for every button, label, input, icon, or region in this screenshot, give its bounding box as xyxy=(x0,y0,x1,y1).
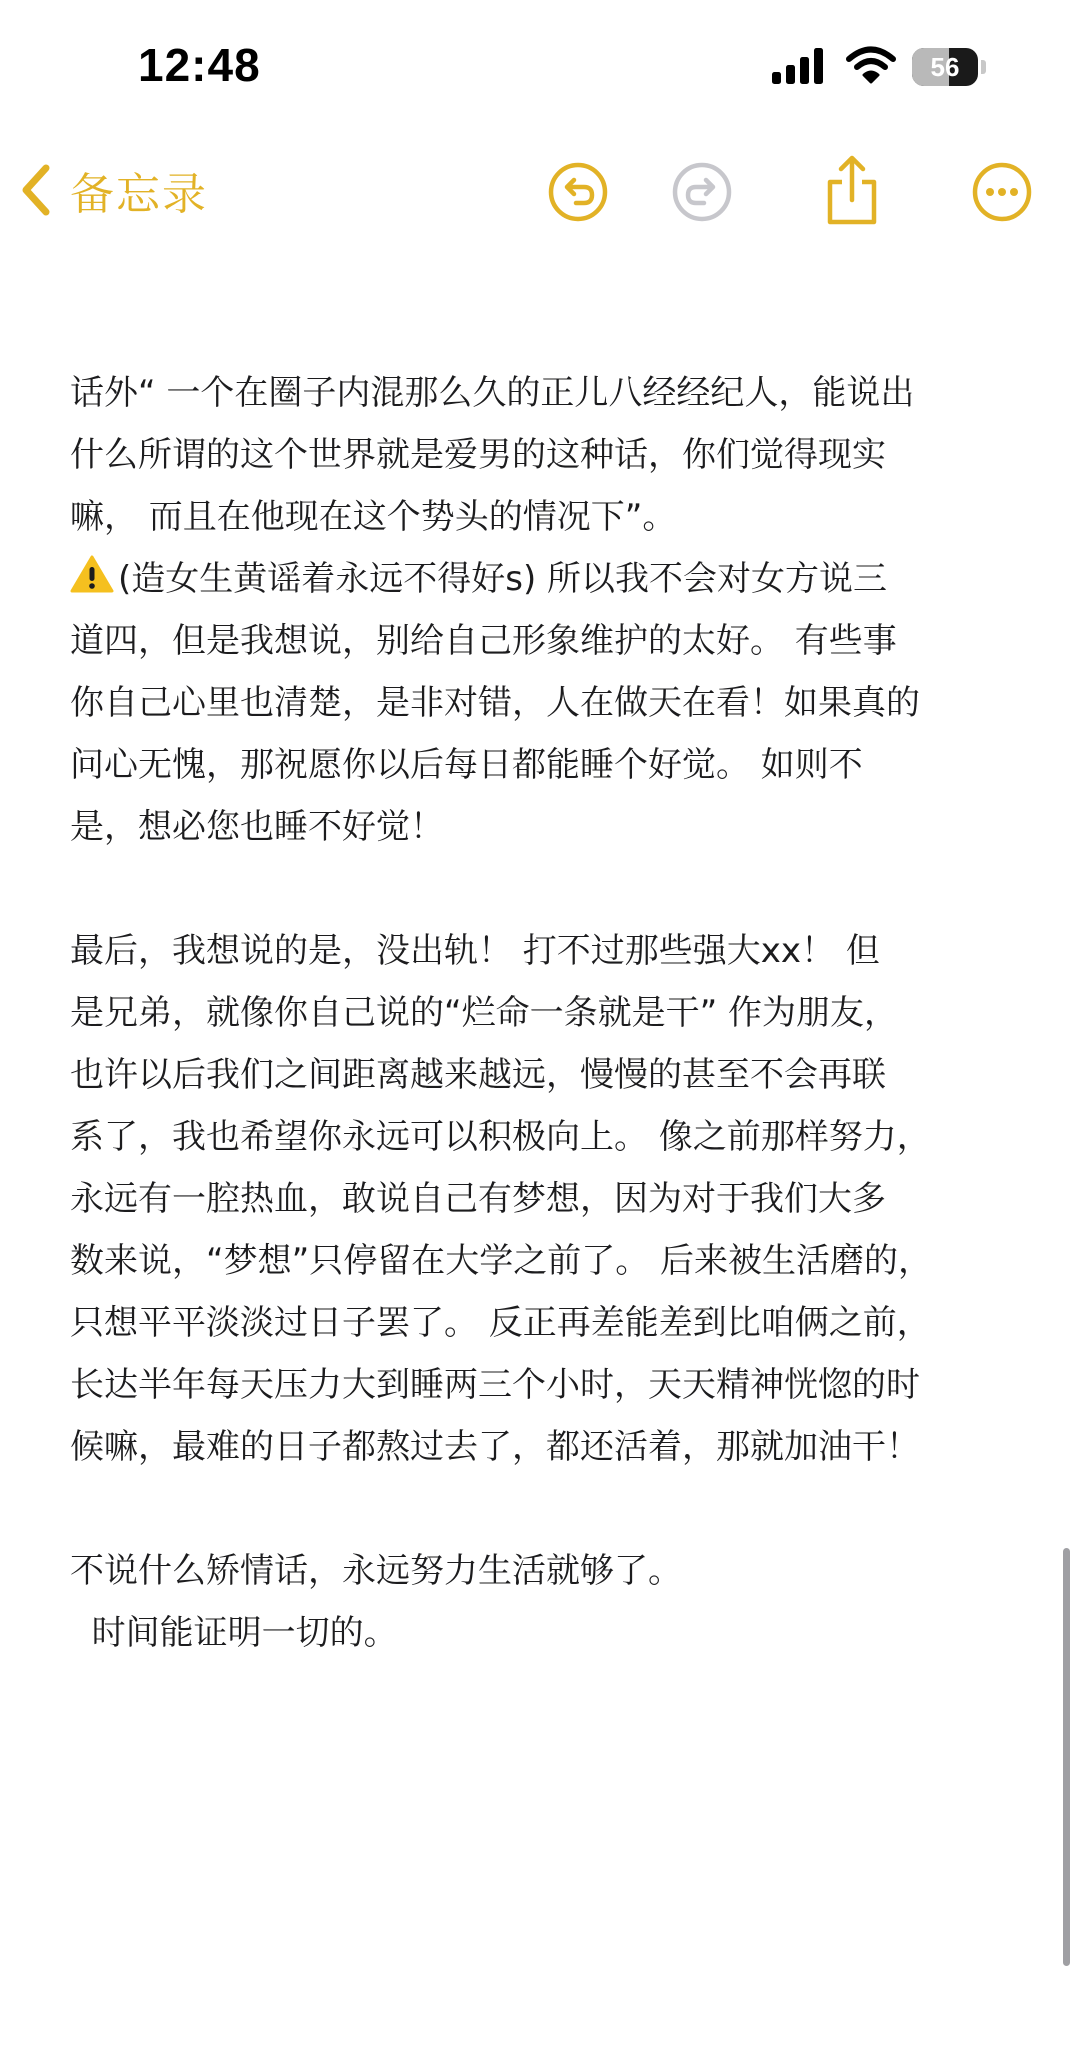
note-line: 不说什么矫情话，永远努力生活就够了。 xyxy=(70,1551,682,1591)
note-line: 道四，但是我想说，别给自己形象维护的太好。 有些事 xyxy=(70,621,897,661)
battery-icon xyxy=(912,48,978,86)
note-line: 系了，我也希望你永远可以积极向上。 像之前那样努力， xyxy=(70,1117,931,1157)
note-line: 最后，我想说的是，没出轨！ 打不过那些强大xx！ 但 xyxy=(70,931,880,971)
note-paragraph-4 xyxy=(70,1540,1020,1664)
note-line: 话外“ 一个在圈子内混那么久的正儿八经经纪人，能说出 xyxy=(70,373,915,413)
note-line: 是，想必您也睡不好觉！ xyxy=(70,807,444,847)
back-label: 备忘录 xyxy=(70,169,208,220)
note-paragraph-2 xyxy=(70,548,1020,858)
share-icon[interactable] xyxy=(822,154,882,226)
battery-cap xyxy=(981,60,986,74)
note-paragraph-1 xyxy=(70,362,1020,548)
note-line-text: (造女生黄谣着永远不得好s) 所以我不会对女方说三 xyxy=(118,559,888,599)
note-line: 数来说，“梦想”只停留在大学之前了。 后来被生活磨的， xyxy=(70,1241,933,1281)
note-line: 你自己心里也清楚，是非对错，人在做天在看！如果真的 xyxy=(70,683,920,723)
back-button[interactable] xyxy=(18,160,208,220)
note-line: 候嘛，最难的日子都熬过去了，都还活着，那就加油干！ xyxy=(70,1427,920,1467)
note-line: 时间能证明一切的。 xyxy=(70,1613,398,1653)
wifi-icon xyxy=(846,46,896,84)
note-line: 只想平平淡淡过日子罢了。 反正再差能差到比咱俩之前， xyxy=(70,1303,931,1343)
note-body[interactable] xyxy=(70,362,1020,1664)
battery-level: 56 xyxy=(930,52,960,82)
note-line: 嘛， 而且在他现在这个势头的情况下”。 xyxy=(70,497,677,537)
warning-icon xyxy=(70,554,114,594)
note-line: 长达半年每天压力大到睡两三个小时，天天精神恍惚的时 xyxy=(70,1365,920,1405)
status-bar xyxy=(0,0,1080,130)
redo-icon[interactable] xyxy=(670,160,734,224)
note-line: 也许以后我们之间距离越来越远，慢慢的甚至不会再联 xyxy=(70,1055,886,1095)
note-line: 什么所谓的这个世界就是爱男的这种话，你们觉得现实 xyxy=(70,435,886,475)
navigation-bar xyxy=(0,150,1080,230)
note-paragraph-3 xyxy=(70,920,1020,1478)
cellular-signal-icon xyxy=(772,48,828,84)
note-line xyxy=(70,548,1020,610)
status-time: 12:48 xyxy=(138,39,261,91)
scrollbar[interactable] xyxy=(1063,1548,1070,1966)
note-line: 是兄弟，就像你自己说的“烂命一条就是干” 作为朋友， xyxy=(70,993,899,1033)
chevron-left-icon xyxy=(18,162,52,218)
undo-icon[interactable] xyxy=(546,160,610,224)
paragraph-gap xyxy=(70,1478,1020,1540)
more-icon[interactable] xyxy=(970,160,1034,224)
note-line: 永远有一腔热血，敢说自己有梦想，因为对于我们大多 xyxy=(70,1179,886,1219)
paragraph-gap xyxy=(70,858,1020,920)
note-line: 问心无愧，那祝愿你以后每日都能睡个好觉。 如则不 xyxy=(70,745,863,785)
